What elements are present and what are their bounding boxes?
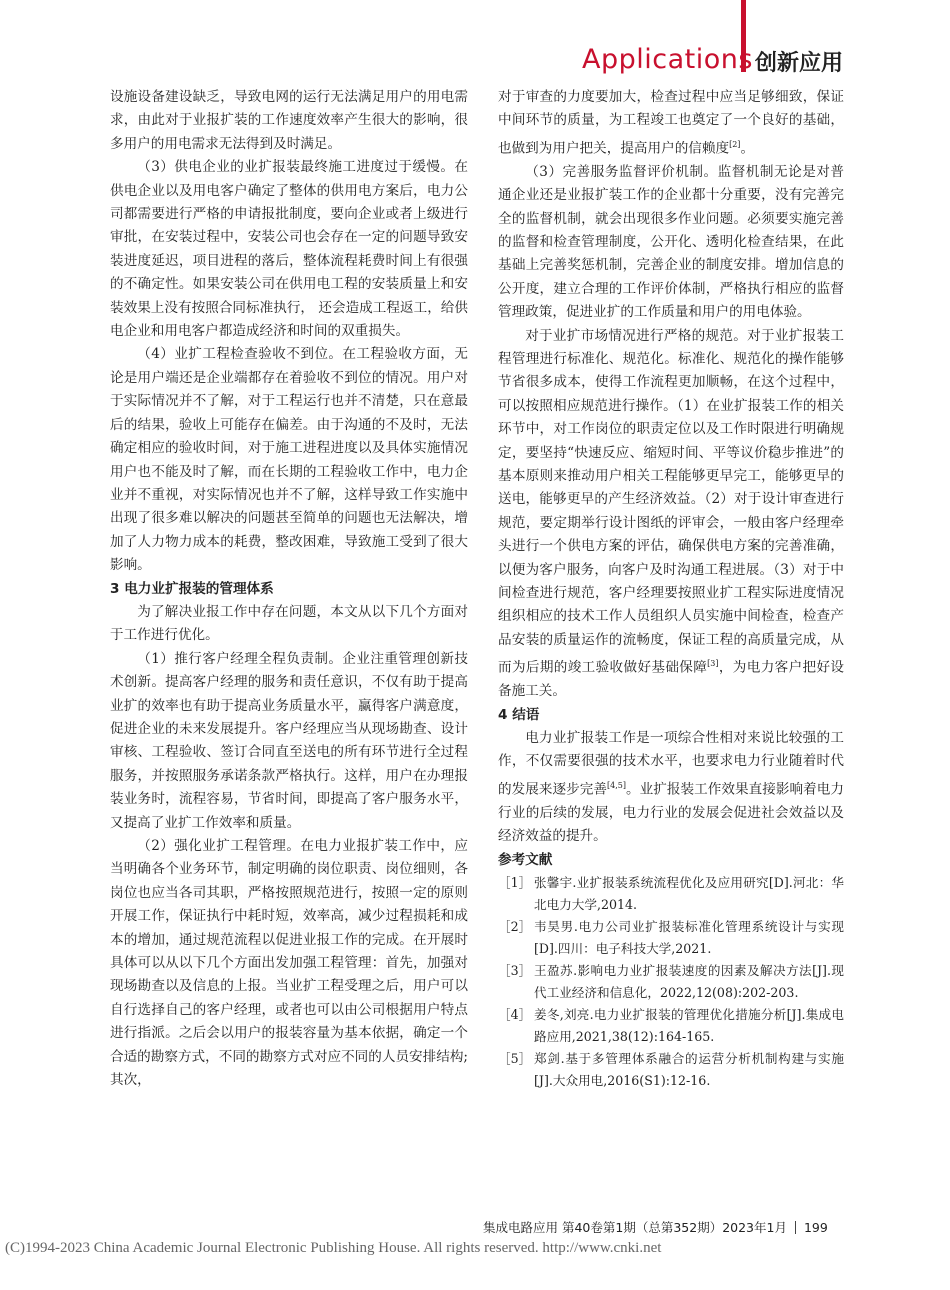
citation-mark: [3] <box>707 659 719 669</box>
reference-number: ［2］ <box>498 919 532 934</box>
right-column <box>498 86 844 1092</box>
paragraph-text: 对于业扩市场情况进行严格的规范。对于业扩报装工程管理进行标准化、规范化。标准化、规范化的操作能够节省很多成本，使得工作流程更加顺畅，在这个过程中，可以按照相应规范进行操作。（1）在业扩报装工作的相关环节中，对工作岗位的职责定位以及工作时限进行明确规定，要坚持“快速反应、缩短时间、平等议价稳步推进”的基本原则来推动用户相关工程能够更早完工，能够更早的送电，能够更早的产生经济效益。（2）对于设计审查进行规范，要定期举行设计图纸的评审会，一般由客户经理牵头进行一个供电方案的评估，确保供电方案的完善准确，以便为客户服务，向客户及时沟通工程进展。（3）对于中间检查进行规范，客户经理要按照业扩工程实际进度情况组织相应的技术工作人员组织人员实施中间检查，检查产品安装的质量运作的流畅度，保证工程的高质量完成，从而为后期的竣工验收做好基础保障 <box>498 327 844 676</box>
paragraph: （4）业扩工程检查验收不到位。在工程验收方面，无论是用户端还是企业端都存在着验收不到位的情况。用户对于实际情况并不了解，对于工程运行也并不清楚，只在意最后的结果，验收上可能存在偏差。由于沟通的不及时，无法确定相应的验收时间，对于施工进程进度以及具体实施情况用户也不能及时了解，而在长期的工程验收工作中，电力企业并不重视，对实际情况也并不了解，这样导致工作实施中出现了很多难以解决的问题甚至简单的问题也无法解决，增加了人力物力成本的耗费，整改困难，导致施工受到了很大影响。 <box>110 346 468 574</box>
paragraph-text: 电力业扩报装工作是一项综合性相对来说比较强的工作，不仅需要很强的技术水平，也要求电力行业随着时代的发展来逐步完善 <box>498 730 844 798</box>
reference-item <box>498 960 844 1004</box>
reference-item <box>498 872 844 916</box>
reference-text: 张馨宇.业扩报装系统流程优化及应用研究[D].河北：华北电力大学,2014. <box>534 875 844 912</box>
section-label-en: Applications <box>582 44 753 75</box>
paragraph <box>498 86 844 161</box>
paragraph: 设施设备建设缺乏，导致电网的运行无法满足用户的用电需求，由此对于业报扩装的工作速度效率产生很大的影响，很多用户的用电需求无法得到及时满足。 <box>110 89 468 152</box>
copyright-watermark: (C)1994-2023 China Academic Journal Electronic Publishing House. All rights reserved. http://www.cnki.net <box>5 1240 662 1256</box>
page-footer <box>483 1218 828 1236</box>
paragraph <box>498 325 844 704</box>
reference-text: 姜冬,刘亮.电力业扩报装的管理优化措施分析[J].集成电路应用,2021,38(12):164-165. <box>534 1007 844 1044</box>
reference-number: ［1］ <box>498 875 532 890</box>
paragraph-tail: 。业扩报装工作效果直接影响着电力行业的后续的发展，电力行业的发展会促进社会效益以及经济效益的提升。 <box>498 781 845 845</box>
paragraph-tail: ，为电力客户把好设备施工关。 <box>498 659 845 700</box>
section-heading: 4 结语 <box>498 706 540 723</box>
section-heading: 3 电力业扩报装的管理体系 <box>110 580 274 597</box>
reference-number: ［4］ <box>498 1007 532 1022</box>
paragraph: （2）强化业扩工程管理。在电力业报扩装工作中，应当明确各个业务环节，制定明确的岗位职责、岗位细则，各岗位也应当各司其职，严格按照规范进行，按照一定的原则开展工作，保证执行中耗时短，效率高，减少过程损耗和成本的增加，通过规范流程以促进业报工作的完成。在开展时具体可以从以下几个方面出发加强工程管理：首先，加强对现场勘查以及信息的上报。当业扩工程受理之后，用户可以自行选择自己的客户经理，或者也可以由公司根据用户特点进行指派。之后会以用户的报装容量为基本依据，确定一个合适的勘察方式，不同的勘察方式对应不同的人员安排结构;其次， <box>110 838 469 1089</box>
reference-text: 王盈苏.影响电力业扩报装速度的因素及解决方法[J].现代工业经济和信息化，2022,12(08):202-203. <box>534 963 844 1000</box>
reference-number: ［3］ <box>498 963 532 978</box>
reference-list <box>498 872 844 1092</box>
page-number: 199 <box>803 1220 828 1235</box>
left-column <box>110 86 468 1092</box>
paragraph: （1）推行客户经理全程负责制。企业注重管理创新技术创新。提高客户经理的服务和责任意识，不仅有助于提高业扩的效率也有助于提高业务质量水平，赢得客户满意度，促进企业的未来发展提升。客户经理应当从现场勘查、设计审核、工程验收、签订合同直至送电的所有环节进行全过程服务，并按照服务承诺条款严格执行。这样，用户在办理报装业务时，流程容易，节省时间，即提高了客户服务水平，又提高了业扩工作效率和质量。 <box>110 650 468 831</box>
paragraph: 为了解决业报工作中存在问题，本文从以下几个方面对于工作进行优化。 <box>110 603 468 644</box>
reference-item <box>498 1004 844 1048</box>
reference-item <box>498 1048 844 1092</box>
paragraph-tail: 。 <box>740 140 755 157</box>
citation-mark: [4,5] <box>607 780 626 790</box>
paragraph-text: 对于审查的力度要加大，检查过程中应当足够细致，保证中间环节的质量，为工程竣工也奠定了一个良好的基础，也做到为用户把关，提高用户的信赖度 <box>498 89 844 157</box>
paragraph: （3）完善服务监督评价机制。监督机制无论是对普通企业还是业报扩装工作的企业都十分重要，没有完善完全的监督机制，就会出现很多作业问题。必须要实施完善的监督和检查管理制度，公开化、透明化检查结果，在此基础上完善奖惩机制，完善企业的制度安排。增加信息的公开度，建立合理的工作评价体制，严格执行相应的监督管理政策，促进业扩的工作质量和用户的用电体验。 <box>498 163 844 321</box>
citation-mark: [2] <box>729 139 741 149</box>
reference-text: 郑剑.基于多管理体系融合的运营分析机制构建与实施[J].大众用电,2016(S1):12-16. <box>534 1051 844 1088</box>
reference-text: 韦昊男.电力公司业扩报装标准化管理系统设计与实现[D].四川：电子科技大学,2021. <box>534 919 844 956</box>
paragraph: （3）供电企业的业扩报装最终施工进度过于缓慢。在供电企业以及用电客户确定了整体的供用电方案后，电力公司都需要进行严格的申请报批制度，要向企业或者上级进行审批，在安装过程中，安装公司也会存在一定的问题导致安装进度延迟，项目进程的落后，整体流程耗费时间上有很强的不确定性。如果安装公司在供用电工程的安装质量上和安装效果上没有按照合同标准执行， 还会造成工程返工，给供电企业和用电客户都造成经济和时间的双重损失。 <box>110 159 468 340</box>
reference-number: ［5］ <box>498 1051 532 1066</box>
reference-item <box>498 916 844 960</box>
footer-divider <box>795 1221 796 1234</box>
section-label-cn: 创新应用 <box>755 51 844 76</box>
section-heading: 参考文献 <box>498 851 553 868</box>
paragraph <box>498 727 844 849</box>
journal-info: 集成电路应用 第40卷第1期（总第352期）2023年1月 <box>483 1220 787 1235</box>
